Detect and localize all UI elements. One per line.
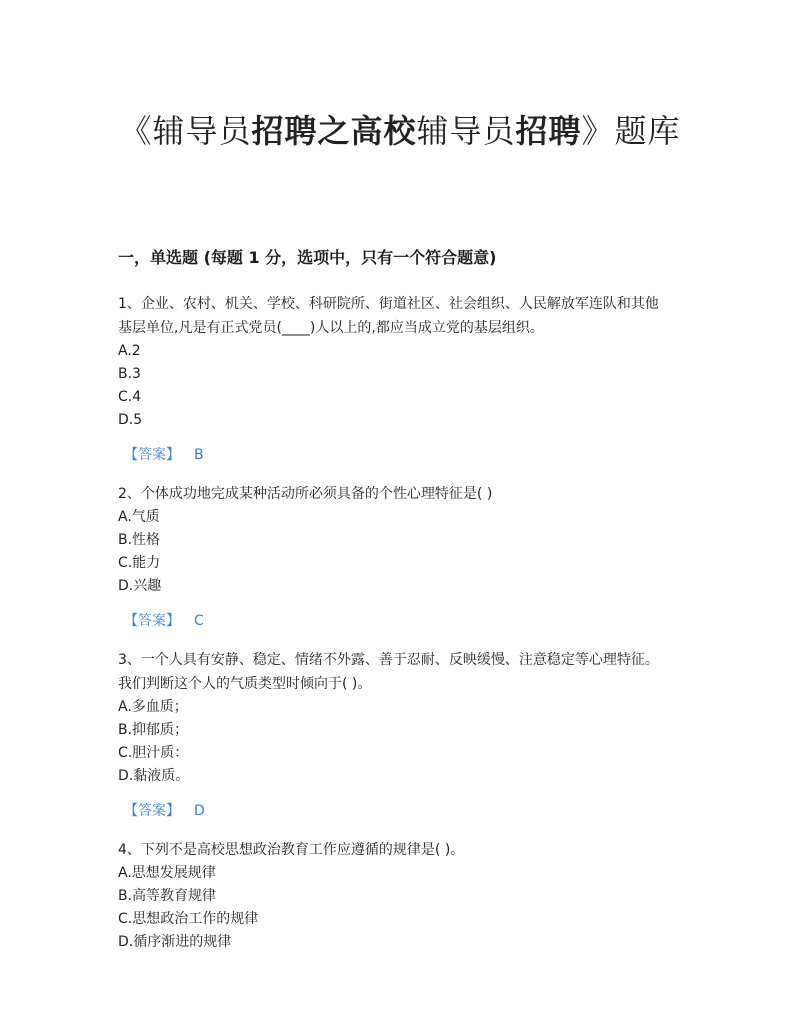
answer-key bbox=[118, 444, 684, 466]
answer-option: A.气质 bbox=[118, 509, 160, 525]
question-stem: 3、一个人具有安静、稳定、情绪不外露、善于忍耐、反映缓慢、注意稳定等心理特征。 bbox=[118, 652, 659, 668]
answer-option: D.兴趣 bbox=[118, 578, 162, 594]
answer-key bbox=[118, 610, 684, 632]
answer-option: C.思想政治工作的规律 bbox=[118, 911, 259, 927]
question-item bbox=[118, 482, 684, 632]
answer-label: 【答案】 bbox=[124, 613, 180, 629]
question-stem: 基层单位,凡是有正式党员(____)人以上的,都应当成立党的基层组织。 bbox=[118, 320, 544, 336]
answer-option: C.4 bbox=[118, 389, 142, 405]
question-item bbox=[118, 838, 684, 954]
answer-option: D.5 bbox=[118, 412, 143, 428]
answer-option: C.能力 bbox=[118, 555, 161, 571]
question-stem: 我们判断这个人的气质类型时倾向于( )。 bbox=[118, 676, 372, 692]
title-part: 招聘 bbox=[515, 112, 582, 150]
title-part: 《辅导员 bbox=[119, 112, 252, 150]
answer-option: A.2 bbox=[118, 343, 141, 359]
answer-value: C bbox=[194, 613, 204, 629]
question-item bbox=[118, 648, 684, 822]
question-stem: 4、下列不是高校思想政治教育工作应遵循的规律是( )。 bbox=[118, 842, 465, 858]
answer-label: 【答案】 bbox=[124, 803, 180, 819]
document-title bbox=[100, 104, 700, 158]
title-part: 》题库 bbox=[581, 112, 681, 150]
answer-option: A.思想发展规律 bbox=[118, 865, 216, 881]
answer-value: D bbox=[194, 803, 205, 819]
answer-option: B.高等教育规律 bbox=[118, 888, 217, 904]
answer-option: B.抑郁质； bbox=[118, 722, 189, 738]
answer-option: D.黏液质。 bbox=[118, 768, 190, 784]
question-item bbox=[118, 292, 684, 466]
answer-option: D.循序渐进的规律 bbox=[118, 934, 232, 950]
question-stem: 2、个体成功地完成某种活动所必须具备的个性心理特征是( ) bbox=[118, 486, 493, 502]
answer-option: B.3 bbox=[118, 366, 141, 382]
title-part: 辅导员 bbox=[416, 112, 516, 150]
question-list bbox=[118, 292, 684, 954]
answer-option: A.多血质； bbox=[118, 699, 188, 715]
section-heading: 一，单选题 (每题 1 分，选项中，只有一个符合题意) bbox=[118, 248, 497, 267]
title-part: 招聘之高校 bbox=[251, 112, 417, 150]
answer-key bbox=[118, 800, 684, 822]
answer-option: B.性格 bbox=[118, 532, 161, 548]
answer-label: 【答案】 bbox=[124, 447, 180, 463]
answer-option: C.胆汁质： bbox=[118, 745, 189, 761]
answer-value: B bbox=[194, 447, 204, 463]
question-stem: 1、企业、农村、机关、学校、科研院所、街道社区、社会组织、人民解放军连队和其他 bbox=[118, 296, 659, 312]
